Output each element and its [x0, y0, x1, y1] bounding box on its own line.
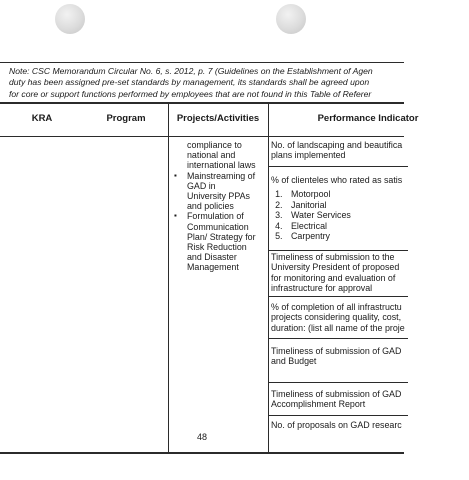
- projects-activities-cell: [170, 140, 266, 273]
- indicator-line: projects considering quality, cost,: [271, 312, 402, 323]
- service-item: 1. Motorpool: [285, 189, 411, 199]
- activity-line: and policies: [187, 201, 234, 212]
- indicator-cell: [271, 175, 411, 241]
- indicator-cell: [271, 302, 411, 333]
- row-divider: [268, 296, 408, 297]
- activity-line: compliance to: [187, 140, 242, 150]
- service-item: 4. Electrical: [285, 221, 411, 231]
- service-item: 2. Janitorial: [285, 200, 411, 210]
- row-divider: [268, 250, 408, 251]
- note-line: duty has been assigned pre-set standards by management, its standards shall be agreed upon: [9, 77, 370, 88]
- note-top-rule: [0, 62, 404, 63]
- activity-line: Plan/ Strategy for: [187, 231, 256, 242]
- header-program: Program: [106, 113, 146, 124]
- activity-line: Communication: [187, 221, 249, 232]
- note-text: [9, 66, 469, 100]
- indicator-line: No. of landscaping and beautifica: [271, 140, 403, 150]
- header-kra: KRA: [31, 113, 53, 124]
- indicator-line: No. of proposals on GAD researc: [271, 420, 402, 430]
- header-performance-indicator: Performance Indicator: [317, 113, 419, 124]
- indicator-cell: [271, 252, 411, 294]
- indicator-line: plans implemented: [271, 150, 346, 161]
- header-projects-activities: Projects/Activities: [176, 113, 260, 124]
- row-divider: [268, 415, 408, 416]
- bullet-item: ▪ Mainstreaming of: [170, 171, 266, 181]
- indicator-cell: [271, 420, 411, 430]
- activity-line: University PPAs: [187, 191, 250, 202]
- activity-line: international laws: [187, 160, 256, 171]
- table-header-border: [0, 136, 404, 137]
- row-divider: [268, 338, 408, 339]
- indicator-line: % of clienteles who rated as satis: [271, 175, 403, 185]
- row-divider: [268, 382, 408, 383]
- indicator-cell: [271, 346, 411, 367]
- activity-line: and Disaster: [187, 252, 237, 263]
- indicator-line: for monitoring and evaluation of: [271, 272, 396, 283]
- activity-line: Risk Reduction: [187, 242, 247, 253]
- indicator-line: Timeliness of submission of GAD: [271, 346, 402, 356]
- indicator-line: University President of proposed: [271, 262, 400, 273]
- service-item: 3. Water Services: [285, 210, 411, 220]
- indicator-line: infrastructure for approval: [271, 283, 373, 294]
- indicator-line: duration: (list all name of the proje: [271, 322, 405, 333]
- service-item: 5. Carpentry: [285, 231, 411, 241]
- note-line: for core or support functions performed by employees that are not found in this Table of Referer: [9, 88, 372, 99]
- bullet-item: ▪ Formulation of: [170, 211, 266, 221]
- indicator-cell: [271, 389, 411, 410]
- indicator-line: % of completion of all infrastructu: [271, 302, 402, 312]
- indicator-line: Timeliness of submission to the: [271, 252, 395, 262]
- indicator-cell: [271, 140, 411, 161]
- activity-line: GAD in: [187, 180, 216, 191]
- column-divider: [168, 102, 169, 453]
- column-divider: [268, 102, 269, 453]
- indicator-line: Timeliness of submission of GAD: [271, 389, 402, 399]
- row-divider: [268, 166, 408, 167]
- page-bottom-rule: [0, 452, 404, 454]
- punch-hole-left: [55, 4, 85, 34]
- table-top-border: [0, 102, 404, 104]
- activity-line: national and: [187, 150, 236, 161]
- page-number: 48: [196, 432, 207, 442]
- activity-line: Management: [187, 262, 239, 273]
- indicator-line: Accomplishment Report: [271, 399, 366, 410]
- indicator-line: and Budget: [271, 356, 317, 367]
- punch-hole-right: [276, 4, 306, 34]
- service-list: [271, 189, 411, 241]
- note-line: Note: CSC Memorandum Circular No. 6, s. 2012, p. 7 (Guidelines on the Establishment of Agen: [9, 66, 373, 76]
